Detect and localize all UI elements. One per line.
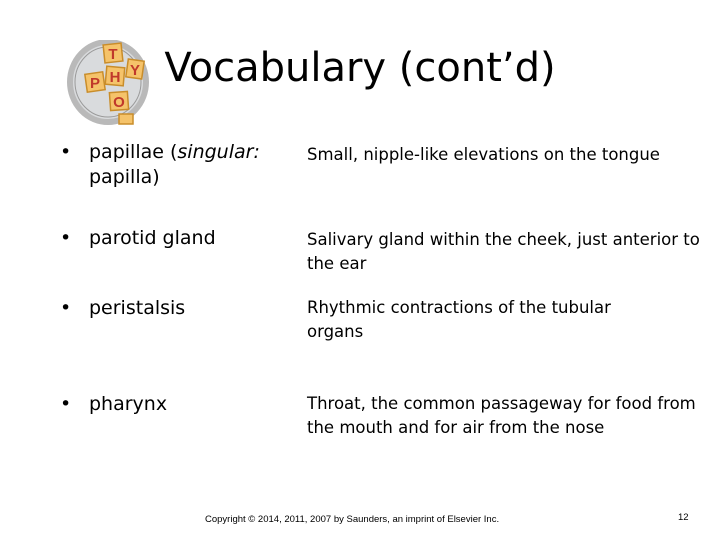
copyright-footer: Copyright © 2014, 2011, 2007 by Saunders, an imprint of Elsevier Inc.: [205, 514, 500, 525]
vocab-term: [60, 226, 290, 251]
bullet: •: [60, 227, 72, 249]
term-text: parotid gland: [89, 227, 216, 249]
vocab-term: [60, 392, 290, 417]
term-text: peristalsis: [89, 297, 186, 319]
vocab-definition: Throat, the common passageway for food from the mouth and for air from the nose: [307, 394, 696, 437]
vocab-definition: Rhythmic contractions of the tubular organs: [307, 298, 611, 341]
logo-letter-h: H: [109, 69, 121, 86]
bullet: •: [60, 393, 72, 415]
vocab-definition: Salivary gland within the cheek, just anterior to the ear: [307, 230, 700, 273]
term-text: pharynx: [89, 393, 168, 415]
bullet: •: [60, 297, 72, 319]
page-number: 12: [678, 512, 689, 523]
bullet: •: [60, 141, 72, 163]
slide-title: Vocabulary (cont’d): [164, 45, 556, 91]
vocab-term: [60, 140, 290, 190]
term-text: papillae (: [89, 141, 178, 163]
logo-letter-t: T: [108, 46, 118, 63]
term-note: singular:: [177, 141, 260, 163]
vocab-term: [60, 296, 290, 321]
vocab-definition: Small, nipple-like elevations on the tongue: [307, 145, 660, 164]
logo-letter-y: Y: [129, 62, 141, 79]
logo-letter-o: O: [113, 94, 125, 111]
term-tail: papilla): [89, 166, 160, 188]
logo-letter-p: P: [89, 75, 101, 92]
